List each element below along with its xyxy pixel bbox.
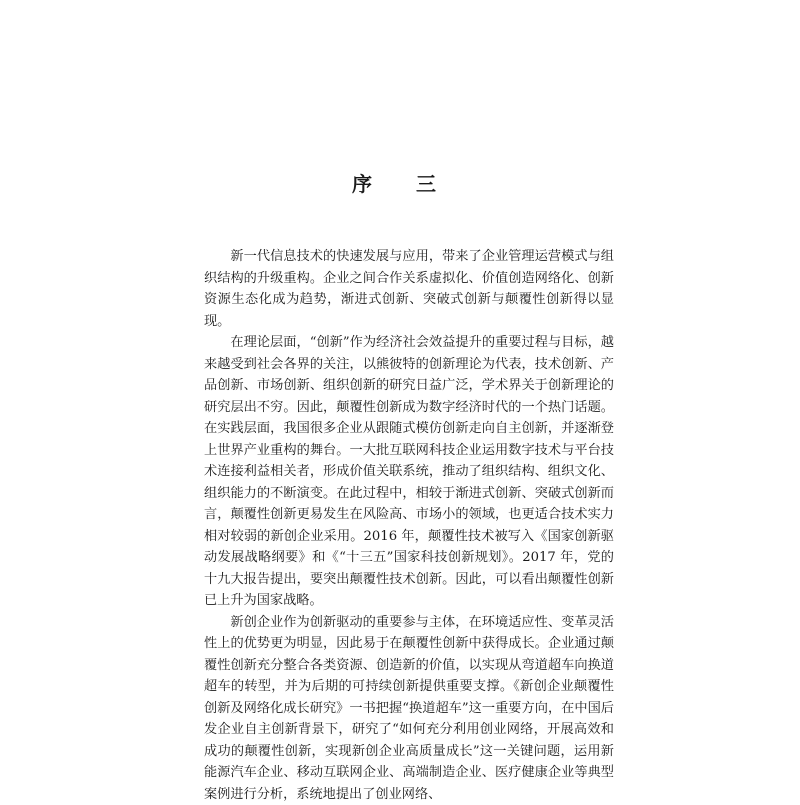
paragraph-2: 在理论层面，“创新”作为经济社会效益提升的重要过程与目标，越来越受到社会各界的关注，以熊彼特的创新理论为代表，技术创新、产品创新、市场创新、组织创新的研究日益广泛，学术界关于创新理论的研究层出不穷。因此，颠覆性创新成为数字经济时代的一个热门话题。在实践层面，我国很多企业从跟随式模仿创新走向自主创新，并逐渐登上世界产业重构的舞台。一大批互联网科技企业运用数字技术与平台技术连接利益相关者，形成价值关联系统，推动了组织结构、组织文化、组织能力的不断演变。在此过程中，相较于渐进式创新、突破式创新而言，颠覆性创新更易发生在风险高、市场小的领域，也更适合技术实力相对较弱的新创企业采用。2016 年，颠覆性技术被写入《国家创新驱动发展战略纲要》和《“十三五”国家科技创新规划》。2017 年，党的十九大报告提出，要突出颠覆性技术创新。因此，可以看出颠覆性创新已上升为国家战略。 — [204, 332, 614, 612]
paragraph-1: 新一代信息技术的快速发展与应用，带来了企业管理运营模式与组织结构的升级重构。企业之间合作关系虚拟化、价值创造网络化、创新资源生态化成为趋势，渐进式创新、突破式创新与颠覆性创新得以显现。 — [204, 246, 614, 332]
page-title: 序 三 — [0, 168, 800, 197]
paragraph-3: 新创企业作为创新驱动的重要参与主体，在环境适应性、变革灵活性上的优势更为明显，因此易于在颠覆性创新中获得成长。企业通过颠覆性创新充分整合各类资源、创造新的价值，以实现从弯道超车向换道超车的转型，并为后期的可持续创新提供重要支撑。《新创企业颠覆性创新及网络化成长研究》一书把握“换道超车”这一重要方向，在中国后发企业自主创新背景下，研究了“如何充分利用创业网络，开展高效和成功的颠覆性创新，实现新创企业高质量成长”这一关键问题，运用新能源汽车企业、移动互联网企业、高端制造企业、医疗健康企业等典型案例进行分析，系统地提出了创业网络、 — [204, 612, 614, 805]
body-text — [204, 246, 614, 805]
